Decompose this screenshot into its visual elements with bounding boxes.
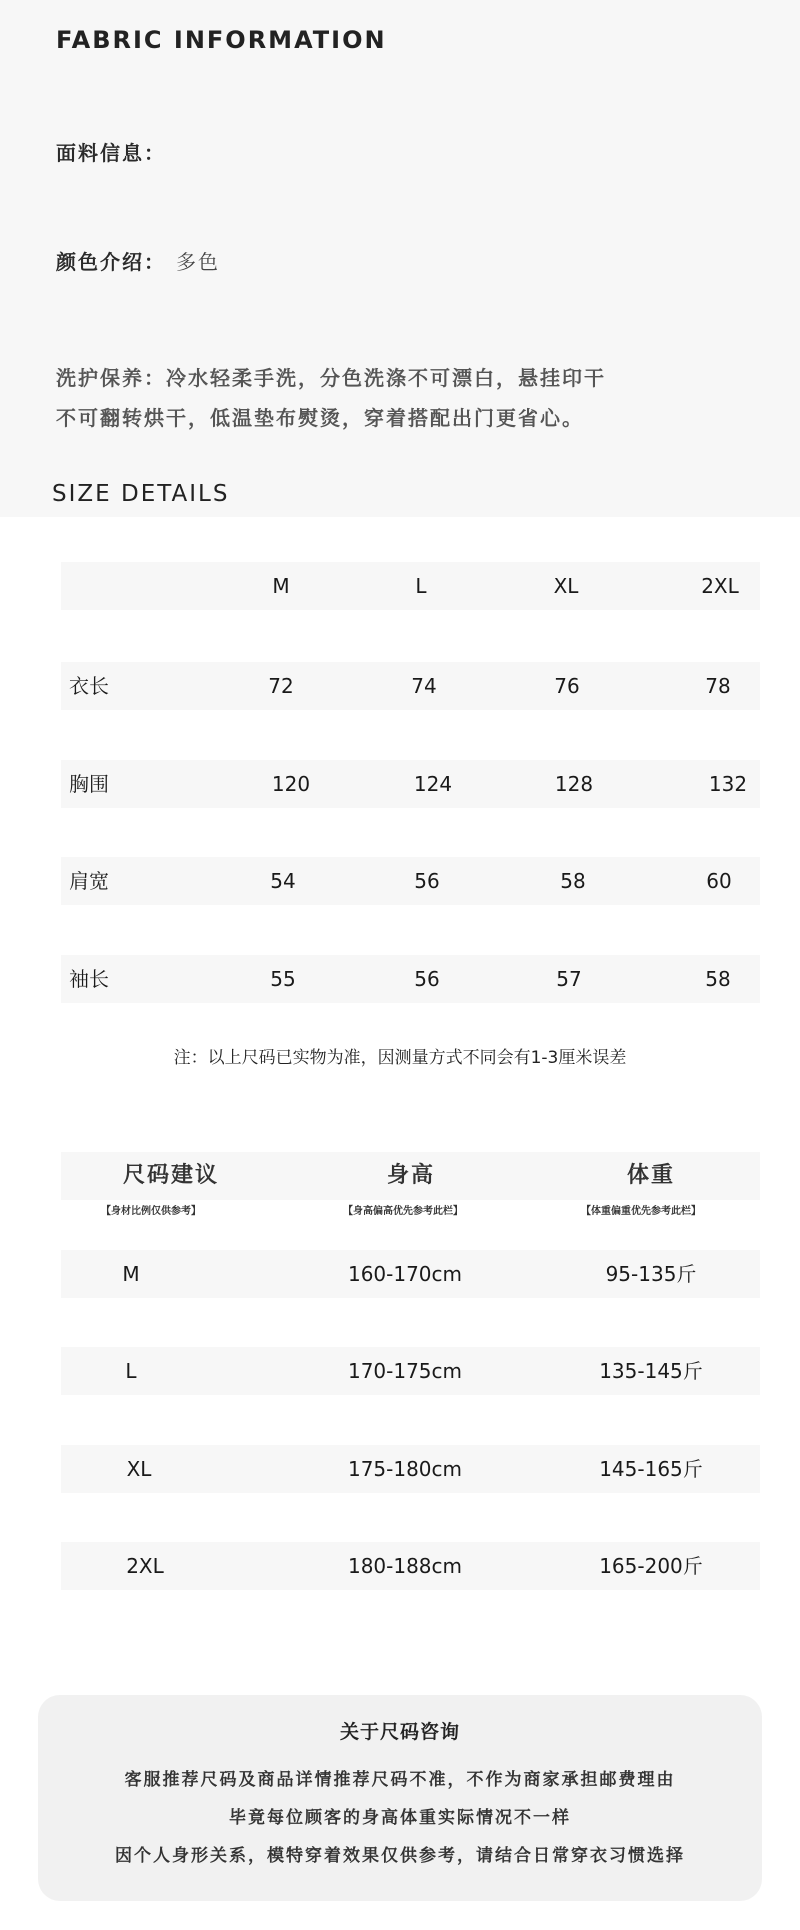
recommend-size: M <box>122 1262 140 1286</box>
row-label: 衣长 <box>69 674 109 698</box>
recommend-weight: 165-200斤 <box>599 1554 703 1578</box>
color-label: 颜色介绍： <box>56 250 166 274</box>
material-row <box>56 137 166 166</box>
recommend-weight: 95-135斤 <box>605 1262 697 1286</box>
recommend-size: L <box>125 1359 137 1383</box>
table-cell: 55 <box>270 967 296 991</box>
weight-subheader: 【体重偏重优先参考此栏】 <box>581 1206 701 1217</box>
size-details-title: SIZE DETAILS <box>52 481 230 507</box>
size-header-2xl: 2XL <box>701 574 739 598</box>
table-cell: 124 <box>413 772 453 796</box>
table-cell: 60 <box>706 869 732 893</box>
size-consult-box <box>38 1695 762 1901</box>
table-cell: 132 <box>708 772 748 796</box>
recommend-size: 2XL <box>126 1554 164 1578</box>
size-advice-header: 尺码建议 <box>122 1163 219 1188</box>
table-row <box>61 857 760 905</box>
material-label: 面料信息： <box>56 141 166 165</box>
row-label: 肩宽 <box>69 869 109 893</box>
recommend-height: 180-188cm <box>347 1554 463 1578</box>
table-row <box>61 1250 760 1298</box>
table-row <box>61 760 760 808</box>
size-header-l: L <box>415 574 427 598</box>
table-cell: 74 <box>411 674 437 698</box>
height-header: 身高 <box>386 1163 435 1188</box>
row-label: 胸围 <box>69 772 109 796</box>
recommend-height: 170-175cm <box>347 1359 463 1383</box>
recommend-weight: 145-165斤 <box>599 1457 703 1481</box>
consult-title: 关于尺码咨询 <box>339 1721 460 1743</box>
table-cell: 57 <box>556 967 582 991</box>
recommend-weight: 135-145斤 <box>599 1359 703 1383</box>
consult-line-2: 毕竟每位顾客的身高体重实际情况不一样 <box>229 1808 571 1828</box>
care-line-2: 不可翻转烘干，低温垫布熨烫，穿着搭配出门更省心。 <box>56 406 584 430</box>
size-header-xl: XL <box>553 574 579 598</box>
table-row <box>61 1445 760 1493</box>
table-cell: 56 <box>414 869 440 893</box>
row-label: 袖长 <box>69 967 109 991</box>
height-subheader: 【身高偏高优先参考此栏】 <box>343 1206 463 1217</box>
table-row <box>61 955 760 1003</box>
table-cell: 72 <box>268 674 294 698</box>
fabric-title: FABRIC INFORMATION <box>56 26 387 54</box>
table-row <box>61 1542 760 1590</box>
table-cell: 58 <box>705 967 731 991</box>
table-row <box>61 662 760 710</box>
weight-header: 体重 <box>626 1163 675 1188</box>
size-header-m: M <box>272 574 290 598</box>
consult-line-1: 客服推荐尺码及商品详情推荐尺码不准，不作为商家承担邮费理由 <box>124 1770 676 1790</box>
table-cell: 78 <box>705 674 731 698</box>
table-cell: 128 <box>554 772 594 796</box>
size-advice-subheader: 【身材比例仅供参考】 <box>101 1206 201 1217</box>
care-line-1: 洗护保养：冷水轻柔手洗，分色洗涤不可漂白，悬挂印干 <box>56 366 606 390</box>
recommend-table-header <box>61 1152 760 1200</box>
recommend-size: XL <box>126 1457 152 1481</box>
table-cell: 56 <box>414 967 440 991</box>
color-value: 多色 <box>176 250 220 274</box>
table-cell: 120 <box>271 772 311 796</box>
size-note: 注：以上尺码已实物为准，因测量方式不同会有1-3厘米误差 <box>173 1048 627 1068</box>
care-instructions <box>56 358 606 438</box>
consult-line-3: 因个人身形关系，模特穿着效果仅供参考，请结合日常穿衣习惯选择 <box>115 1846 685 1866</box>
table-cell: 54 <box>270 869 296 893</box>
recommend-height: 160-170cm <box>347 1262 463 1286</box>
table-row <box>61 1347 760 1395</box>
size-table-header <box>61 562 760 610</box>
table-cell: 76 <box>554 674 580 698</box>
fabric-section <box>0 0 800 517</box>
recommend-height: 175-180cm <box>347 1457 463 1481</box>
color-row <box>56 246 220 275</box>
table-cell: 58 <box>560 869 586 893</box>
